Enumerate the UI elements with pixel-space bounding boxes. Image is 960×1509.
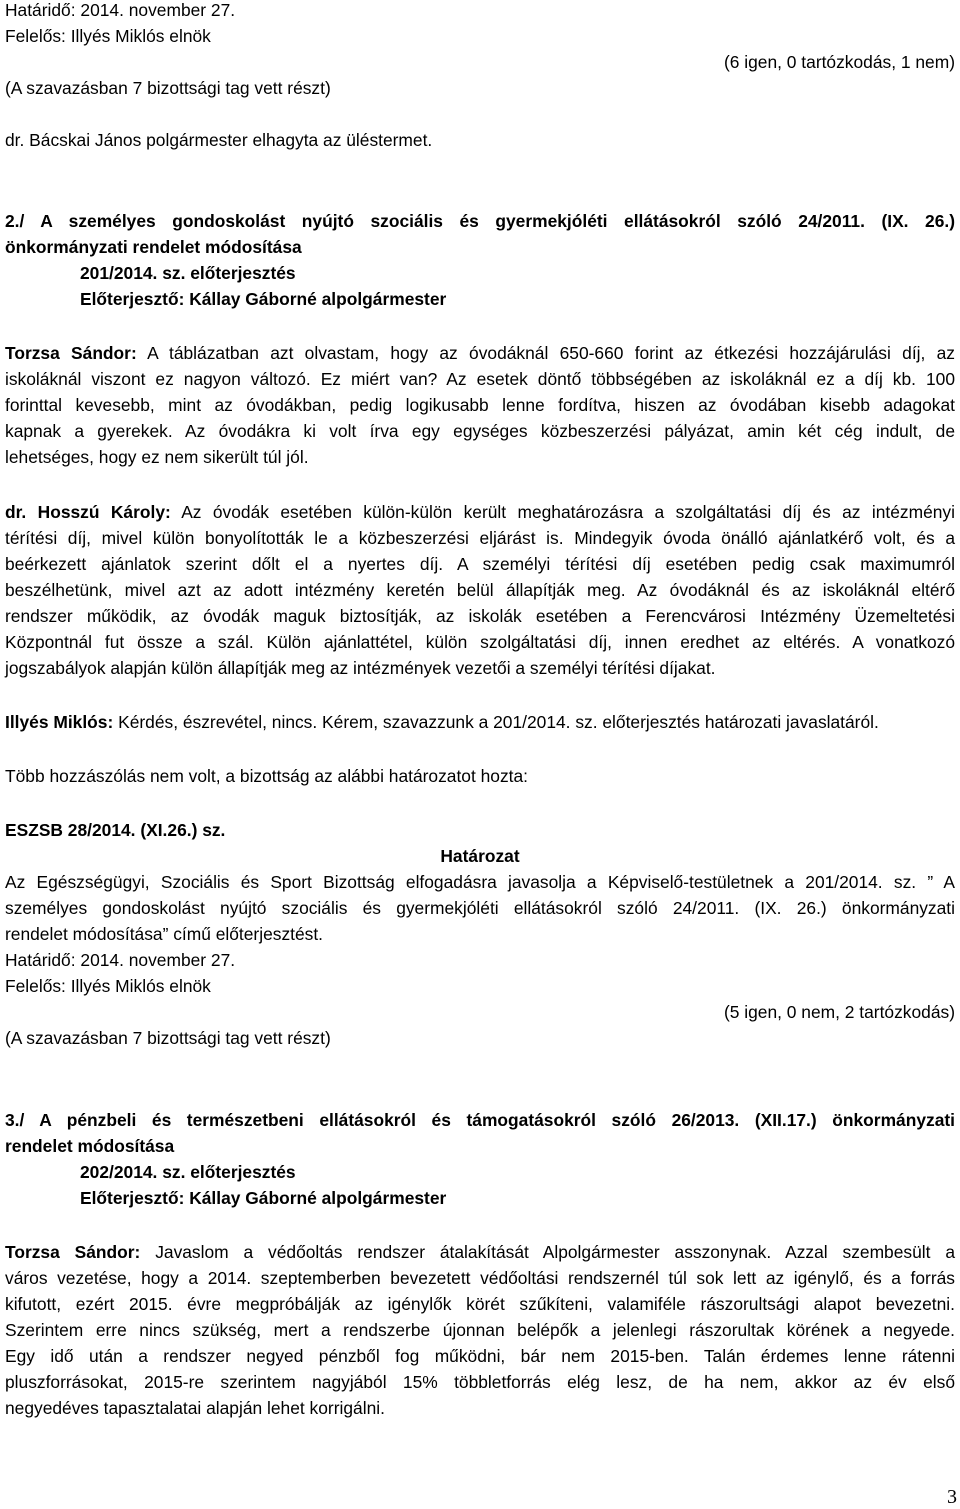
participants-line: (A szavazásban 7 bizottsági tag vett részt) (5, 1028, 331, 1048)
resolution-text: személyes gondoskolást nyújtó szociális és gyermekjóléti ellátásokról szóló 24/2011. (IX. 26.) önkormányzati (5, 898, 955, 918)
speech-line: rendszer működik, az óvodák maguk biztosítják, az iskolák esetében a Ferencvárosi Intézmény Üzemeltetési (5, 606, 955, 626)
left-room-note: dr. Bácskai János polgármester elhagyta az üléstermet. (5, 130, 433, 150)
speaker-name: Torzsa Sándor: (5, 343, 137, 363)
responsible-line: Felelős: Illyés Miklós elnök (5, 26, 211, 46)
vote-result: (5 igen, 0 nem, 2 tartózkodás) (723, 1002, 955, 1022)
deadline-line: Határidő: 2014. november 27. (5, 0, 236, 20)
speech-line: Központnál fut össze a szál. Külön ajánlattétel, külön szolgáltatási díj, innen eredhet az eltérés. A vonatkozó (5, 632, 955, 652)
resolution-text: rendelet módosítása” című előterjesztést. (5, 924, 324, 944)
speech-line: Torzsa Sándor: A táblázatban azt olvastam, hogy az óvodáknál 650-660 forint az étkezési hozzájárulási díj, az (5, 343, 955, 363)
agenda-item-title: 3./ A pénzbeli és természetbeni ellátásokról és támogatásokról szóló 26/2013. (XII.17.) önkormányzati (5, 1110, 955, 1130)
proposer: Előterjesztő: Kállay Gáborné alpolgármester (80, 1188, 447, 1208)
resolution-text: Az Egészségügyi, Szociális és Sport Bizottság elfogadásra javasolja a Képviselő-testületnek a 201/2014. sz. ” A (5, 872, 955, 892)
speech-line: beérkezett ajánlatok szerint dőlt el a nyertes díj. A személyi térítési díj esetében pedig csak maximumról (5, 554, 955, 574)
speech-line: Torzsa Sándor: Javaslom a védőoltás rendszer átalakítását Alpolgármester asszonynak. Azzal szembesült a (5, 1242, 955, 1262)
responsible-line: Felelős: Illyés Miklós elnök (5, 976, 211, 996)
speech-line: kapnak a gyerekek. Az óvodákra ki volt írva egy egységes közbeszerzési pályázat, amin két cég indult, de (5, 421, 955, 441)
speaker-name: Illyés Miklós: (5, 712, 114, 732)
vote-result: (6 igen, 0 tartózkodás, 1 nem) (723, 52, 955, 72)
proposal-number: 202/2014. sz. előterjesztés (80, 1162, 296, 1182)
proposal-number: 201/2014. sz. előterjesztés (80, 263, 296, 283)
resolution-heading: Határozat (440, 846, 520, 866)
agenda-item-title-cont: önkormányzati rendelet módosítása (5, 237, 302, 257)
speech-line: kifutott, ezért 2015. évre megpróbálják az igénylők körét szűkíteni, valamiféle rászorultsági alapot bevezetni. (5, 1294, 955, 1314)
speech-line: térítési díj, mivel külön bonyolították le a közbeszerzési eljárást is. Mindegyik óvoda önálló ajánlatkérő volt, és a (5, 528, 955, 548)
page-number: 3 (947, 1486, 957, 1508)
proposer: Előterjesztő: Kállay Gáborné alpolgármester (80, 289, 447, 309)
speech-line: pluszforrásokat, 2015-re szerintem nagyjából 15% többletforrás elég lesz, de ha nem, akkor az év első (5, 1372, 955, 1392)
speaker-name: Torzsa Sándor: (5, 1242, 141, 1262)
participants-line: (A szavazásban 7 bizottsági tag vett részt) (5, 78, 331, 98)
speaker-name: Hosszú Károly: (37, 502, 171, 522)
speech-line: város vezetése, hogy a 2014. szeptemberben bevezetett védőoltási rendszernél túl sok lett az igénylő, és a forrás (5, 1268, 955, 1288)
speech-line: negyedéves tapasztalatai alapján lehet korrigálni. (5, 1398, 385, 1418)
speech-line: jogszabályok alapján külön állapítják meg az intézmények vezetői a személyi térítési díjakat. (5, 658, 716, 678)
speech-line: dr. Hosszú Károly: Az óvodák esetében külön-külön került meghatározásra a szolgáltatási díj és az intézményi (5, 502, 955, 522)
resolution-number: ESZSB 28/2014. (XI.26.) sz. (5, 820, 226, 840)
speech-line: iskoláknál viszont ez nagyon változó. Ez miért van? Az esetek döntő többségében az iskoláknál ez a díj kb. 100 (5, 369, 955, 389)
speech-line: Illyés Miklós: Kérdés, észrevétel, nincs. Kérem, szavazzunk a 201/2014. sz. előterjesztés határozati javaslatáról. (5, 712, 879, 732)
agenda-item-title-cont: rendelet módosítása (5, 1136, 175, 1156)
speech-line: Szerintem erre nincs szükség, mert a rendszerbe újonnan belépők a jelenlegi rászorultak körének a negyede. (5, 1320, 955, 1340)
agenda-item-title: 2./ A személyes gondoskolást nyújtó szociális és gyermekjóléti ellátásokról szóló 24/2011. (IX. 26.) (5, 211, 955, 231)
speech-line: beszélhetünk, mivel azt az adott intézmény keretén belül állapítják meg. Az óvodáknál és az iskoláknál eltérő (5, 580, 955, 600)
speech-line: forinttal kevesebb, mint az óvodákban, pedig logikusabb lenne fordítva, hiszen az óvodában kisebb adagokat (5, 395, 955, 415)
deadline-line: Határidő: 2014. november 27. (5, 950, 236, 970)
no-more-comments: Több hozzászólás nem volt, a bizottság az alábbi határozatot hozta: (5, 766, 528, 786)
speech-line: Egy idő után a rendszer negyed pénzből fog működni, bár nem 2015-ben. Talán érdemes lenne rátenni (5, 1346, 955, 1366)
speech-line: lehetséges, hogy ez nem sikerült túl jól. (5, 447, 309, 467)
